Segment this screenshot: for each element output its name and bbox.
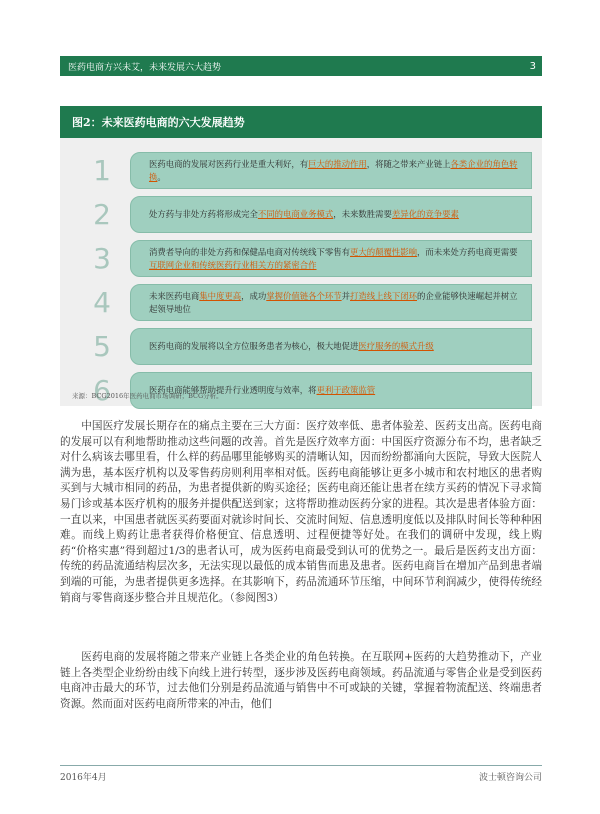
page-number: 3 bbox=[529, 60, 536, 72]
footer-divider bbox=[60, 765, 542, 766]
trend-item bbox=[84, 196, 532, 233]
trend-item bbox=[84, 284, 532, 321]
body-paragraph-1: 中国医疗发展长期存在的痛点主要在三大方面：医疗效率低、患者体验差、医药支出高。医药电商的发展可以有利地帮助推动这些问题的改善。首先是医疗效率方面：中国医疗资源分布不均，患者缺乏对什么病该去哪里看，什么样的药品哪里能够购买的清晰认知，因而纷纷都涌向大医院，导致大医院人满为患，基本医疗机构以及零售药房则利用率相对低。医药电商能够让更多小城市和农村地区的患者购买到与大城市相同的药品，为患者提供新的购买途径；医药电商还能让患者在续方买药的情况下寻求简易门诊或基本医疗机构的服务并提供配送到家；这将帮助推动医药分家的进程。其次是患者体验方面：一直以来，中国患者就医买药要面对就诊时间长、交流时间短、信息透明度低以及排队时间长等种种困难。而线上购药让患者获得价格便宜、信息透明、过程便捷等好处。在我们的调研中发现，线上购药“价格实惠”得到超过1/3的患者认可，成为医药电商最受到认可的优势之一。最后是医药支出方面：传统的药品流通结构层次多，无法实现以最低的成本销售而患及患者。医药电商旨在增加产品到患者端到端的可能，为患者提供更多选择。在其影响下，药品流通环节压缩，中间环节利润减少，使得传统经销商与零售商逐步整合并且规范化。（参阅图3） bbox=[60, 420, 542, 604]
trend-text bbox=[130, 152, 532, 189]
figure-title: 图2：未来医药电商的六大发展趋势 bbox=[60, 106, 542, 138]
footer-company: 波士顿咨询公司 bbox=[478, 773, 542, 783]
trend-highlight: 互联网企业和传统医药行业相关方的紧密合作 bbox=[149, 259, 317, 270]
trend-segment: 医药电商的发展将以全方位服务患者为核心，极大地促进 bbox=[149, 341, 359, 351]
trend-highlight: 差异化的竞争要素 bbox=[391, 209, 459, 219]
trend-segment: 。 bbox=[157, 171, 166, 182]
trend-highlight: 不同的电商业务模式 bbox=[257, 209, 334, 219]
figure-six-trends bbox=[60, 106, 542, 406]
trend-segment: 处方药与非处方药将形成完全 bbox=[149, 209, 258, 219]
footer-date: 2016年4月 bbox=[60, 773, 107, 783]
trend-highlight: 更大的颠覆性影响 bbox=[350, 246, 417, 257]
trend-segment: ，而未来处方药电商更需要 bbox=[417, 246, 518, 257]
trend-highlight: 医疗服务的模式升级 bbox=[358, 341, 434, 351]
trend-text bbox=[130, 284, 532, 321]
trend-segment: 并 bbox=[341, 290, 350, 301]
trend-number: 1 bbox=[93, 154, 111, 187]
body-paragraph-2: 医药电商的发展将随之带来产业链上各类企业的角色转换。在互联网+医药的大趋势推动下，产业链上各类型企业纷纷由线下向线上进行转型，逐步涉及医药电商领域。药品流通与零售企业是受到医药电商冲击最大的环节，过去他们分别是药品流通与销售中不可或缺的关键，掌握着物流配送、终端患者资源。然而面对医药电商所带来的冲击，他们 bbox=[60, 651, 542, 710]
trend-segment: 未来医药电商 bbox=[149, 290, 200, 301]
trend-text bbox=[130, 328, 532, 365]
trend-highlight: 打造线上线下闭环 bbox=[350, 290, 417, 301]
trend-number: 3 bbox=[93, 242, 111, 275]
trend-segment: ，将随之带来产业链上 bbox=[366, 158, 451, 169]
trend-number: 6 bbox=[93, 374, 111, 407]
trend-list bbox=[60, 138, 542, 409]
trend-segment: 的企业能够快速崛起并树立起领导地位 bbox=[149, 290, 518, 314]
trend-segment: 消费者导向的非处方药和保健品电商对传统线下零售有 bbox=[149, 246, 350, 257]
trend-segment: ，未来数胜需要 bbox=[333, 209, 392, 219]
trend-segment: ，成功 bbox=[241, 290, 267, 301]
figure-source: 来源：BCG2016年医药电商市场调研；BCG分析。 bbox=[72, 392, 223, 400]
trend-segment: 医药电商能够帮助提升行业透明度与效率，将 bbox=[149, 385, 317, 395]
trend-highlight: 更利于政策监管 bbox=[316, 385, 376, 395]
trend-highlight: 巨大的推动作用 bbox=[308, 158, 367, 169]
trend-number: 2 bbox=[93, 198, 111, 231]
trend-highlight: 掌握价值链各个环节 bbox=[266, 290, 342, 301]
trend-number: 5 bbox=[93, 330, 111, 363]
trend-number: 4 bbox=[93, 286, 111, 319]
trend-text bbox=[130, 240, 532, 277]
trend-item bbox=[84, 328, 532, 365]
trend-segment: 医药电商的发展对医药行业是重大利好，有 bbox=[149, 158, 309, 169]
header-title: 医药电商方兴未艾，未来发展六大趋势 bbox=[68, 62, 222, 73]
trend-item bbox=[84, 240, 532, 277]
trend-highlight: 各类企业的角色转换 bbox=[149, 158, 518, 182]
trend-highlight: 集中度更高 bbox=[199, 290, 242, 301]
trend-text bbox=[130, 196, 532, 233]
trend-item bbox=[84, 152, 532, 189]
header-bar bbox=[60, 56, 542, 76]
